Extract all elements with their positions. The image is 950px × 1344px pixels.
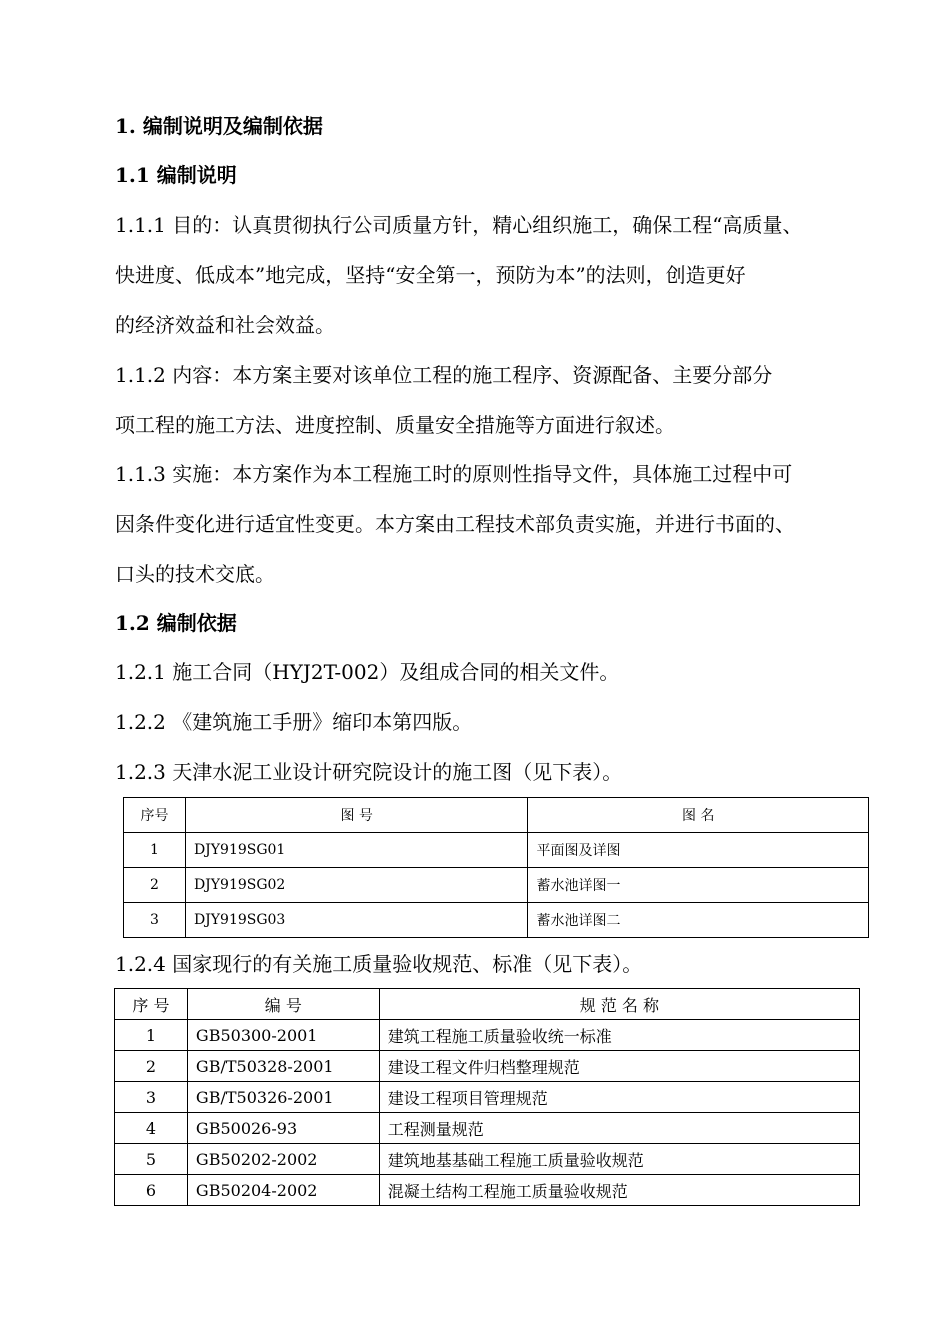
cell-index: 2 <box>115 1051 188 1082</box>
cell-drawing-number: DJY919SG03 <box>185 903 528 938</box>
cell-drawing-number: DJY919SG02 <box>185 868 528 903</box>
cell-standard-code: GB50202-2002 <box>187 1144 379 1175</box>
paragraph-1-1-3-line-1: 1.1.3 实施：本方案作为本工程施工时的原则性指导文件，具体施工过程中可 <box>115 462 793 486</box>
column-header-standard-name: 规 范 名 称 <box>379 989 859 1020</box>
heading-1: 1. 编制说明及编制依据 <box>115 114 323 138</box>
table-row <box>115 1175 860 1206</box>
paragraph-1-1-3-line-3: 口头的技术交底。 <box>115 562 275 586</box>
table-row <box>115 1020 860 1051</box>
cell-index: 3 <box>115 1082 188 1113</box>
section-1-2-title: 1.2 编制依据 <box>115 611 237 635</box>
column-header-drawing-name: 图 名 <box>528 798 869 833</box>
table-row <box>124 833 869 868</box>
cell-index: 2 <box>124 868 186 903</box>
section-1-1-title: 1.1 编制说明 <box>115 163 237 187</box>
paragraph-1-1-1-line-3: 的经济效益和社会效益。 <box>115 313 335 337</box>
cell-index: 5 <box>115 1144 188 1175</box>
standards-table <box>114 988 860 1206</box>
table-row <box>124 868 869 903</box>
item-1-2-3: 1.2.3 天津水泥工业设计研究院设计的施工图（见下表）。 <box>115 760 623 784</box>
table-row <box>115 1082 860 1113</box>
table-row <box>124 903 869 938</box>
column-header-index: 序号 <box>124 798 186 833</box>
paragraph-1-1-2-line-1: 1.1.2 内容：本方案主要对该单位工程的施工程序、资源配备、主要分部分 <box>115 363 773 387</box>
item-1-2-2: 1.2.2 《建筑施工手册》缩印本第四版。 <box>115 710 473 734</box>
item-1-2-1: 1.2.1 施工合同（HYJ2T-002）及组成合同的相关文件。 <box>115 660 620 684</box>
cell-standard-name: 建筑工程施工质量验收统一标准 <box>379 1020 859 1051</box>
paragraph-1-1-1-line-1: 1.1.1 目的：认真贯彻执行公司质量方针，精心组织施工，确保工程“高质量、 <box>115 213 803 237</box>
table-row <box>115 1144 860 1175</box>
paragraph-1-1-3-line-2: 因条件变化进行适宜性变更。本方案由工程技术部负责实施，并进行书面的、 <box>115 512 795 536</box>
cell-index: 6 <box>115 1175 188 1206</box>
cell-index: 1 <box>124 833 186 868</box>
cell-standard-name: 工程测量规范 <box>379 1113 859 1144</box>
cell-standard-code: GB/T50326-2001 <box>187 1082 379 1113</box>
cell-standard-code: GB50204-2002 <box>187 1175 379 1206</box>
cell-standard-name: 建设工程文件归档整理规范 <box>379 1051 859 1082</box>
cell-drawing-name: 平面图及详图 <box>528 833 869 868</box>
paragraph-1-1-1-line-2: 快进度、低成本”地完成，坚持“安全第一，预防为本”的法则，创造更好 <box>115 263 746 287</box>
cell-drawing-name: 蓄水池详图二 <box>528 903 869 938</box>
cell-index: 4 <box>115 1113 188 1144</box>
paragraph-1-1-2-line-2: 项工程的施工方法、进度控制、质量安全措施等方面进行叙述。 <box>115 413 675 437</box>
column-header-index: 序 号 <box>115 989 188 1020</box>
cell-standard-name: 建设工程项目管理规范 <box>379 1082 859 1113</box>
table-header-row <box>124 798 869 833</box>
cell-standard-code: GB50300-2001 <box>187 1020 379 1051</box>
cell-standard-name: 建筑地基基础工程施工质量验收规范 <box>379 1144 859 1175</box>
cell-standard-code: GB/T50328-2001 <box>187 1051 379 1082</box>
column-header-drawing-number: 图 号 <box>185 798 528 833</box>
cell-index: 3 <box>124 903 186 938</box>
drawings-table <box>123 797 869 938</box>
cell-standard-name: 混凝土结构工程施工质量验收规范 <box>379 1175 859 1206</box>
table-header-row <box>115 989 860 1020</box>
column-header-standard-code: 编 号 <box>187 989 379 1020</box>
table-row <box>115 1051 860 1082</box>
table-row <box>115 1113 860 1144</box>
cell-index: 1 <box>115 1020 188 1051</box>
cell-standard-code: GB50026-93 <box>187 1113 379 1144</box>
item-1-2-4: 1.2.4 国家现行的有关施工质量验收规范、标准（见下表）。 <box>115 952 643 976</box>
cell-drawing-number: DJY919SG01 <box>185 833 528 868</box>
cell-drawing-name: 蓄水池详图一 <box>528 868 869 903</box>
